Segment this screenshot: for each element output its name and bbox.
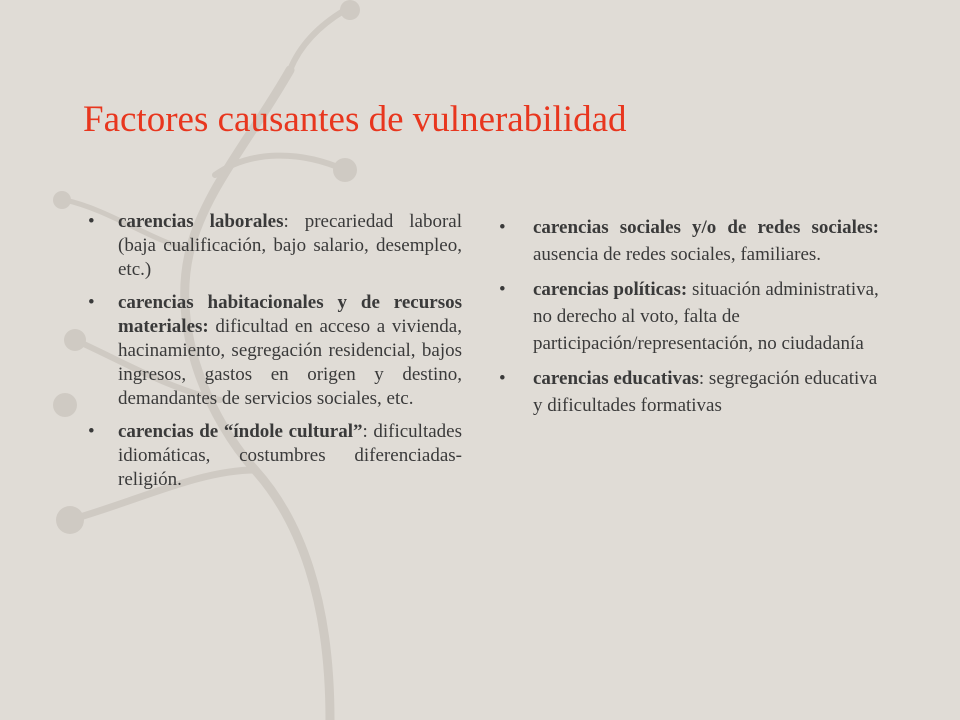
item-text: : segregación educativa y dificultades formativas (533, 368, 878, 416)
item-lead: carencias educativas (533, 368, 699, 389)
bullet-glyph: • (499, 368, 506, 389)
item-text: situación administrativa, no derecho al voto, falta de participación/representación, no ciudadanía (533, 279, 879, 354)
right-bullet-list (499, 214, 879, 427)
list-item-carencias-habitacionales (88, 291, 462, 411)
slide-title: Factores causantes de vulnerabilidad (83, 99, 627, 140)
item-lead: carencias políticas: (533, 279, 688, 300)
list-item-carencias-sociales (499, 214, 879, 268)
bullet-glyph: • (88, 211, 95, 232)
item-text: ausencia de redes sociales, familiares. (533, 244, 822, 265)
item-lead: carencias de “índole cultural” (118, 421, 363, 442)
item-lead: carencias sociales y/o de redes sociales: (533, 217, 879, 238)
list-item-carencias-politicas (499, 276, 879, 357)
item-text: dificultad en acceso a vivienda, hacinamiento, segregación residencial, bajos ingresos, gastos en origen y destino, demandantes de servicios sociales, etc. (118, 316, 462, 409)
item-lead: carencias habitacionales y de recursos materiales: (118, 292, 462, 337)
list-item-carencias-laborales (88, 210, 462, 282)
list-item-carencias-culturales (88, 420, 462, 492)
bullet-glyph: • (88, 292, 95, 313)
left-bullet-list (88, 210, 462, 501)
list-item-carencias-educativas (499, 365, 879, 419)
item-text: : precariedad laboral (baja cualificación, bajo salario, desempleo, etc.) (118, 211, 462, 280)
item-text: : dificultades idiomáticas, costumbres diferenciadas- religión. (118, 421, 462, 490)
bullet-glyph: • (499, 217, 506, 238)
item-lead: carencias laborales (118, 211, 284, 232)
bullet-glyph: • (88, 421, 95, 442)
bullet-glyph: • (499, 279, 506, 300)
